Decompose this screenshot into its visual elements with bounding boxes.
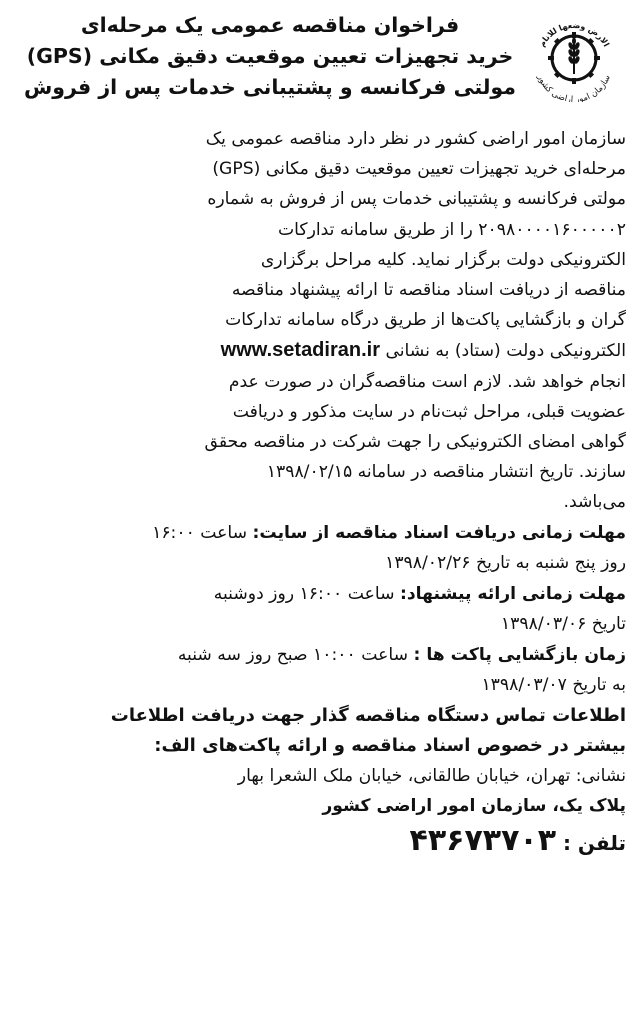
offer-deadline-time: ساعت ۱۶:۰۰ روز دوشنبه [213,583,395,604]
intro-line: ۲۰۹۸۰۰۰۰۱۶۰۰۰۰۰۲ را از طریق سامانه تدارکات [277,219,626,240]
address-label: نشانی: [575,765,626,786]
docs-deadline [14,518,626,549]
contact-title-line-2: بیشتر در خصوص اسناد مناقصه و ارائه پاکت‌های الف: [154,734,626,756]
address-text: تهران، خیابان طالقانی، خیابان ملک الشعرا بهار [237,765,571,786]
phone-line [14,821,626,863]
wheat-gear-emblem-icon [526,12,622,102]
contact-title-line-1: اطلاعات تماس دستگاه مناقصه گذار جهت دریافت اطلاعات [110,704,626,726]
docs-deadline-label: مهلت زمانی دریافت اسناد مناقصه از سایت: [252,522,626,543]
intro-line: انجام خواهد شد. لازم است مناقصه‌گران در صورت عدم [228,371,626,392]
intro-line: سازمان امور اراضی کشور در نظر دارد مناقصه عمومی یک [205,129,626,149]
intro-line: مولتی فرکانسه و پشتیبانی خدمات پس از فروش به شماره [207,189,626,210]
intro-line: مرحله‌ای خرید تجهیزات تعیین موقعیت دقیق مکانی (GPS) [212,159,626,180]
phone-label: تلفن : [562,830,626,855]
docs-deadline-time: ساعت ۱۶:۰۰ [152,522,248,543]
intro-line: گران و بازگشایی پاکت‌ها از طریق درگاه سامانه تدارکات [225,310,626,331]
opening-time [14,640,626,671]
docs-deadline-date: روز پنج شنبه به تاریخ ۱۳۹۸/۰۲/۲۶ [385,553,626,574]
opening-time-label: زمان بازگشایی پاکت ها : [413,644,626,665]
intro-line [14,335,626,366]
intro-paragraph [14,124,626,518]
intro-line: گواهی امضای الکترونیکی را جهت شرکت در مناقصه محقق [204,432,626,453]
logo-org-name: سازمان امور اراضی کشور [535,73,613,102]
address-line-2: پلاک یک، سازمان امور اراضی کشور [322,795,626,816]
contact-section [14,701,626,863]
organization-logo [526,12,622,102]
offer-deadline [14,579,626,610]
intro-line: مناقصه از دریافت اسناد مناقصه تا ارائه پیشنهاد مناقصه [231,280,626,301]
opening-date: به تاریخ ۱۳۹۸/۰۳/۰۷ [481,675,626,696]
opening-time-value: ساعت ۱۰:۰۰ صبح روز سه شنبه [177,644,408,665]
deadlines-section [14,518,626,701]
intro-line-text: الکترونیکی دولت (ستاد) به نشانی [385,341,626,362]
notice-header [14,6,626,124]
intro-line: سازند. تاریخ انتشار مناقصه در سامانه ۱۳۹۸/۰۲/۱۵ [266,462,626,483]
phone-number[interactable]: ۴۳۶۷۳۷۰۳ [409,822,556,858]
svg-text:سازمان امور اراضی کشور [535,73,613,102]
website-link[interactable]: www.setadiran.ir [220,339,380,362]
intro-line: عضویت قبلی، مراحل ثبت‌نام در سایت مذکور و دریافت [232,401,626,422]
intro-line: الکترونیکی دولت برگزار نماید. کلیه مراحل برگزاری [260,249,626,270]
address-line-1 [14,761,626,791]
intro-line: می‌باشد. [563,492,626,513]
title-line-2: خرید تجهیزات تعیین موقعیت دقیق مکانی (GPS) [26,44,514,68]
title-line-3: مولتی فرکانسه و پشتیبانی خدمات پس از فروش [24,75,516,99]
title-line-1: فراخوان مناقصه عمومی یک مرحله‌ای [80,13,460,37]
logo-motto: الارض وضعها للانام [537,20,611,49]
offer-deadline-date: تاریخ ۱۳۹۸/۰۳/۰۶ [500,614,626,635]
notice-title [14,10,526,103]
offer-deadline-label: مهلت زمانی ارائه پیشنهاد: [399,583,626,604]
